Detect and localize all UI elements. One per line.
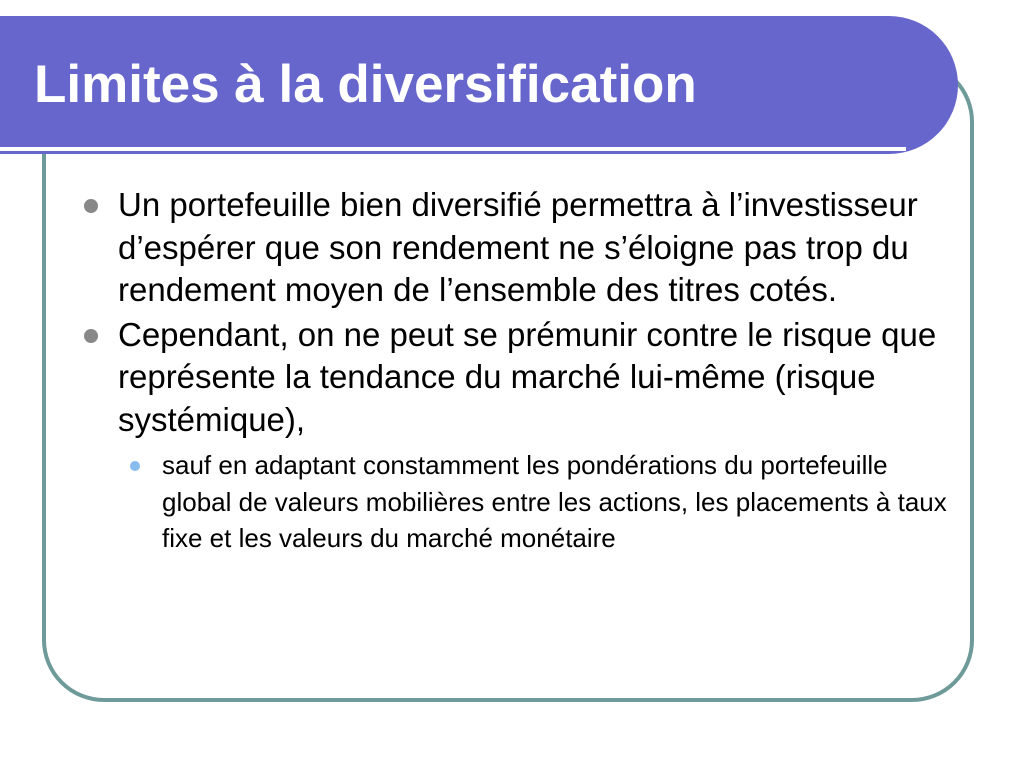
bullet-item	[80, 184, 950, 312]
slide-title: Limites à la diversification	[34, 55, 697, 114]
title-underline	[0, 147, 906, 151]
sub-bullet-list	[118, 447, 950, 557]
bullet-dot-icon	[84, 199, 98, 213]
sub-bullet-text: sauf en adaptant constamment les pondérations du portefeuille global de valeurs mobilières entre les actions, les placements à taux fixe et les valeurs du marché monétaire	[162, 450, 947, 553]
bullet-item	[80, 314, 950, 557]
title-bar	[0, 16, 958, 154]
bullet-list	[80, 184, 950, 559]
sub-bullet-item	[118, 447, 950, 557]
bullet-text: Un portefeuille bien diversifié permettra à l’investisseur d’espérer que son rendement ne s’éloigne pas trop du rendement moyen de l’ensemble des titres cotés.	[118, 186, 918, 308]
bullet-dot-icon	[84, 329, 98, 343]
bullet-text: Cependant, on ne peut se prémunir contre le risque que représente la tendance du marché lui-même (risque systémique),	[118, 315, 937, 438]
sub-bullet-dot-icon	[130, 461, 140, 471]
